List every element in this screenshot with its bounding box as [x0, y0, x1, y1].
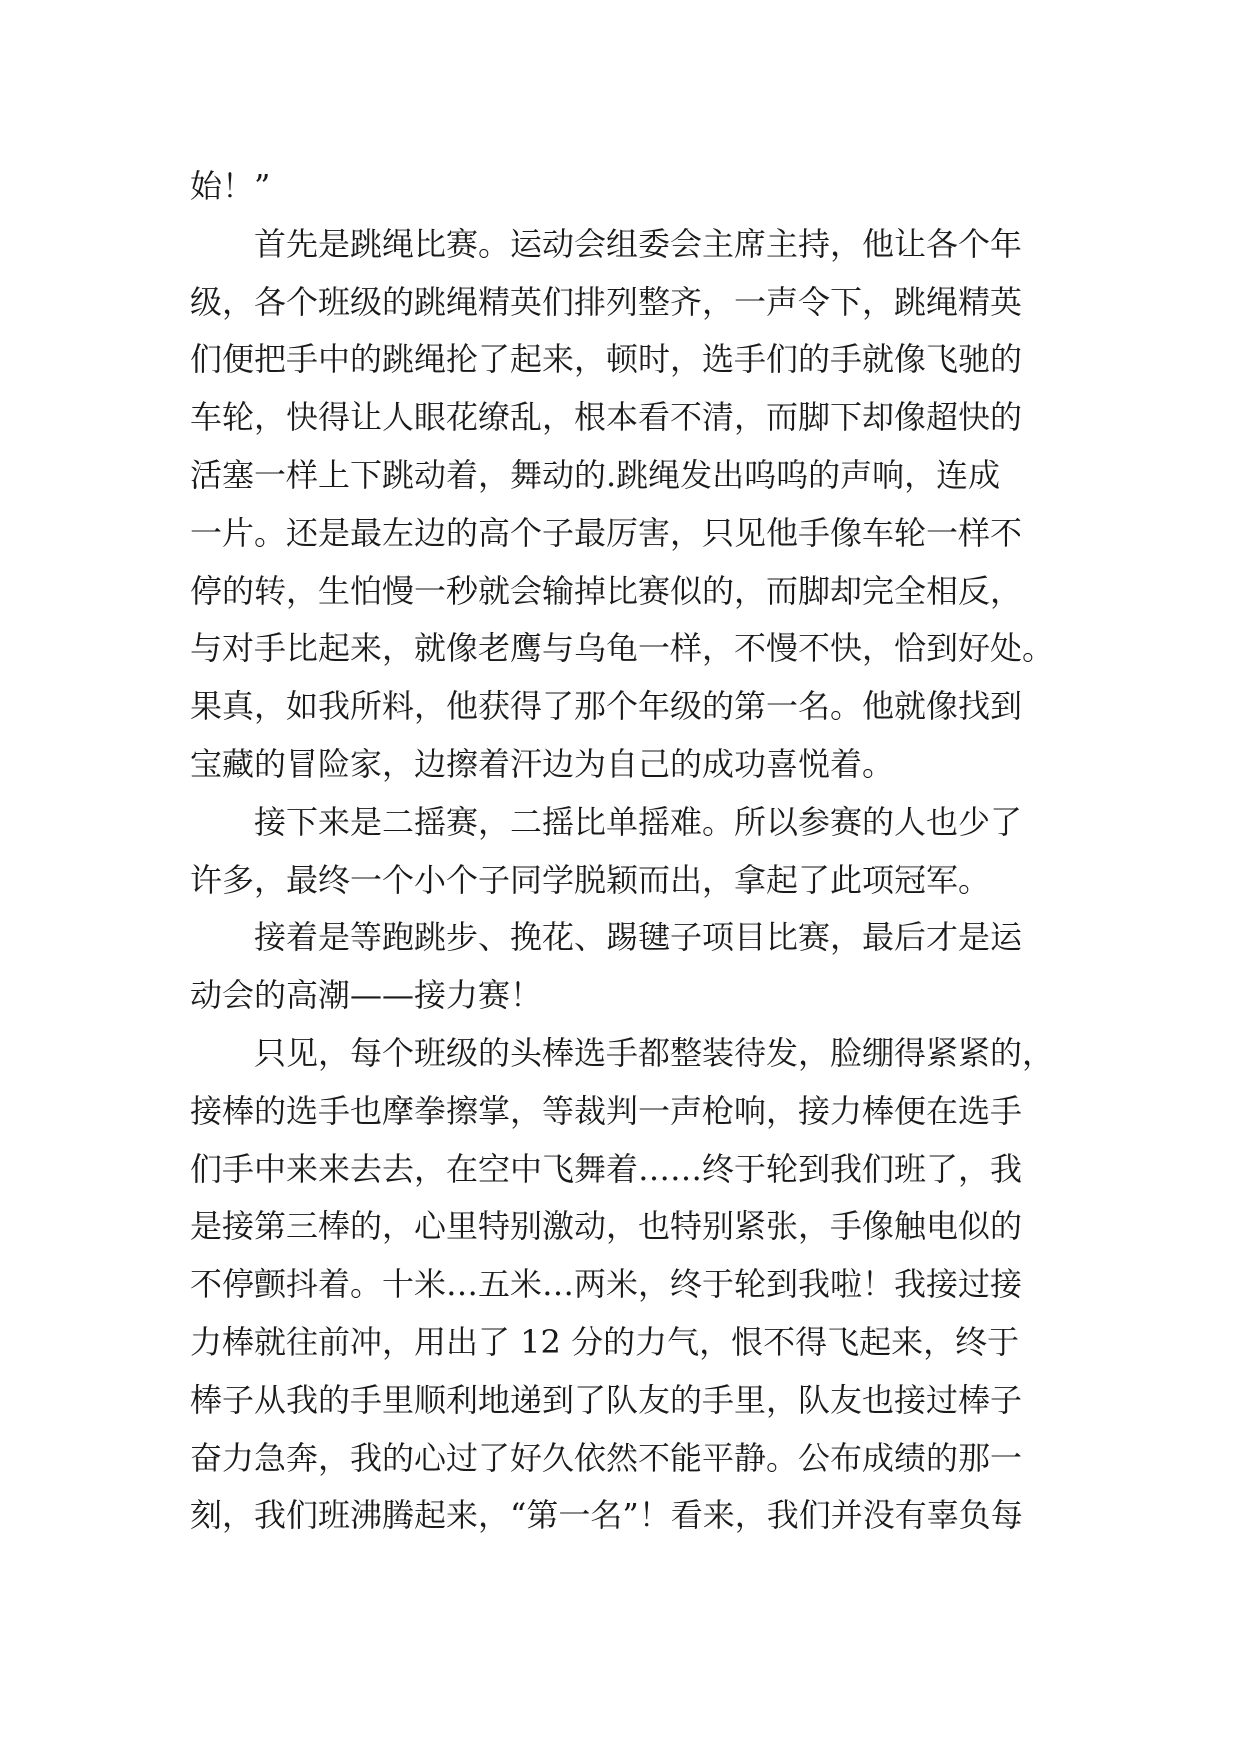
text-line: 一片。还是最左边的高个子最厉害，只见他手像车轮一样不 [190, 513, 1023, 552]
text-line: 动会的高潮——接力赛！ [190, 976, 543, 1015]
text-line: 始！” [190, 167, 271, 205]
text-line: 许多，最终一个小个子同学脱颖而出，拿起了此项冠军。 [190, 860, 991, 899]
text-line: 不停颤抖着。十米…五米…两米，终于轮到我啦！我接过接 [190, 1265, 1023, 1304]
text-line: 们便把手中的跳绳抡了起来，顿时，选手们的手就像飞驰的 [190, 340, 1023, 379]
text-line: 车轮，快得让人眼花缭乱，根本看不清，而脚下却像超快的 [190, 398, 1023, 437]
text-line: 力棒就往前冲，用出了 12 分的力气，恨不得飞起来，终于 [190, 1322, 1020, 1361]
text-line: 是接第三棒的，心里特别激动，也特别紧张，手像触电似的 [190, 1207, 1023, 1246]
text-line: 刻，我们班沸腾起来，“第一名”！看来，我们并没有辜负每 [190, 1496, 1023, 1535]
paragraph-start-line: 首先是跳绳比赛。运动会组委会主席主持，他让各个年 [254, 224, 1023, 263]
paragraph-start-line: 接着是等跑跳步、挽花、踢毽子项目比赛，最后才是运 [254, 918, 1023, 957]
text-line: 级，各个班级的跳绳精英们排列整齐，一声令下，跳绳精英 [190, 282, 1023, 321]
paragraph-start-line: 接下来是二摇赛，二摇比单摇难。所以参赛的人也少了 [254, 802, 1023, 841]
paragraph-start-line: 只见，每个班级的头棒选手都整装待发，脸绷得紧紧的， [254, 1033, 1055, 1072]
text-line: 活塞一样上下跳动着，舞动的.跳绳发出呜呜的声响，连成 [190, 455, 1001, 494]
text-line: 接棒的选手也摩拳擦掌，等裁判一声枪响，接力棒便在选手 [190, 1091, 1023, 1130]
text-line: 棒子从我的手里顺利地递到了队友的手里，队友也接过棒子 [190, 1380, 1023, 1419]
text-line: 们手中来来去去，在空中飞舞着……终于轮到我们班了，我 [190, 1149, 1023, 1188]
text-line: 奋力急奔，我的心过了好久依然不能平静。公布成绩的那一 [190, 1438, 1023, 1477]
text-line: 停的转，生怕慢一秒就会输掉比赛似的，而脚却完全相反， [190, 571, 1023, 610]
text-line: 宝藏的冒险家，边擦着汗边为自己的成功喜悦着。 [190, 744, 895, 783]
article-body [190, 158, 1060, 1545]
text-line: 果真，如我所料，他获得了那个年级的第一名。他就像找到 [190, 687, 1023, 726]
text-line: 与对手比起来，就像老鹰与乌龟一样，不慢不快，恰到好处。 [190, 629, 1055, 668]
